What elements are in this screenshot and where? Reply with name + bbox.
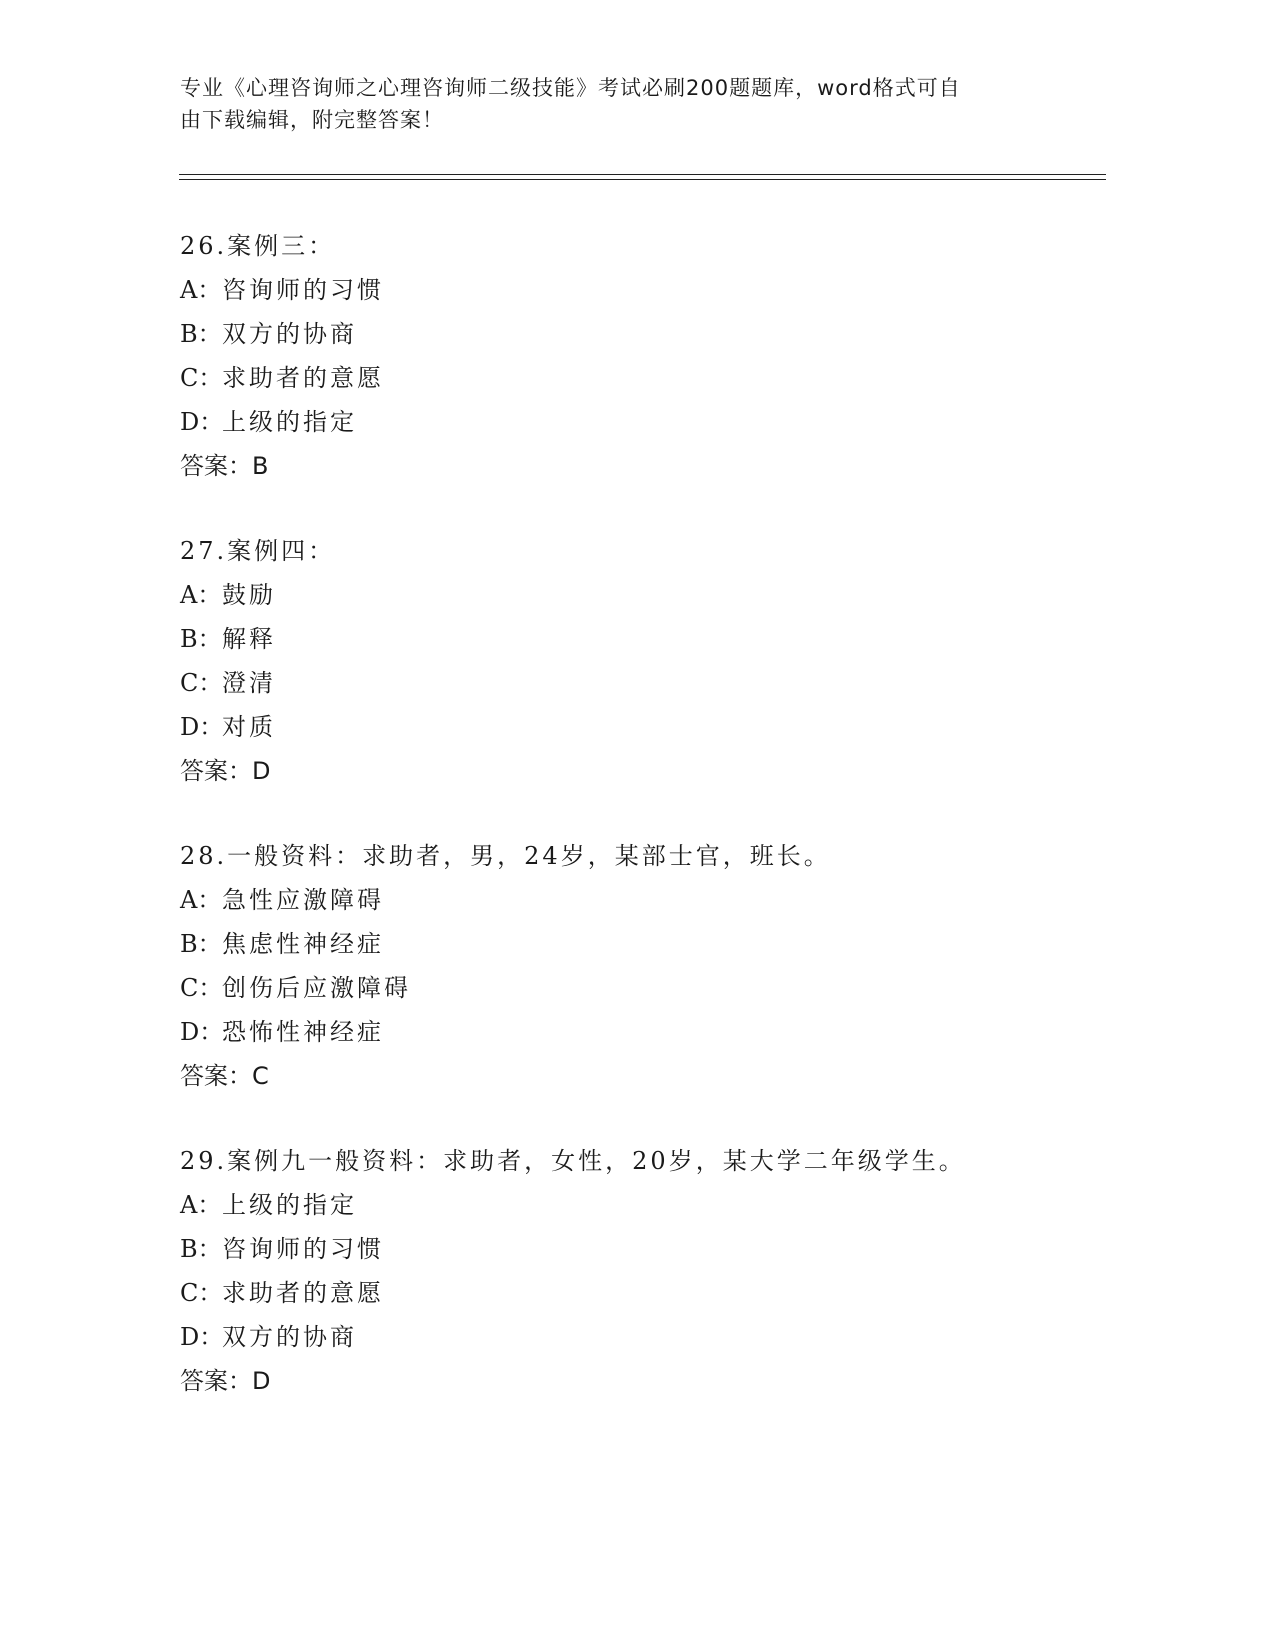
option-b — [180, 617, 1080, 661]
option-key: B： — [180, 625, 222, 653]
option-key: A： — [180, 1191, 222, 1219]
question-27 — [180, 529, 1080, 793]
question-28 — [180, 834, 1080, 1098]
question-title: 28.一般资料：求助者，男，24岁，某部士官，班长。 — [180, 842, 831, 870]
option-key: C： — [180, 1279, 223, 1307]
option-key: D： — [180, 408, 224, 436]
answer: 答案：C — [180, 1062, 269, 1090]
question-title: 27.案例四： — [180, 537, 336, 565]
option-key: C： — [180, 669, 223, 697]
answer: 答案：B — [180, 452, 269, 480]
option-c — [180, 966, 1080, 1010]
option-c — [180, 356, 1080, 400]
option-text: 咨询师的习惯 — [222, 1235, 384, 1263]
option-text: 恐怖性神经症 — [222, 1018, 384, 1046]
option-text: 焦虑性神经症 — [222, 930, 384, 958]
option-b — [180, 922, 1080, 966]
option-key: C： — [180, 974, 223, 1002]
option-text: 求助者的意愿 — [222, 364, 384, 392]
option-key: D： — [180, 1018, 224, 1046]
header-rule-bottom — [179, 179, 1106, 180]
option-c — [180, 661, 1080, 705]
option-text: 急性应激障碍 — [222, 886, 384, 914]
option-text: 上级的指定 — [222, 408, 357, 436]
option-text: 澄清 — [222, 669, 276, 697]
option-d — [180, 1010, 1080, 1054]
answer: 答案：D — [180, 1367, 271, 1395]
option-key: A： — [180, 886, 222, 914]
option-key: A： — [180, 276, 222, 304]
option-a — [180, 268, 1080, 312]
question-29 — [180, 1139, 1080, 1403]
option-a — [180, 878, 1080, 922]
option-key: B： — [180, 930, 222, 958]
option-text: 上级的指定 — [222, 1191, 357, 1219]
question-title: 29.案例九一般资料：求助者，女性，20岁，某大学二年级学生。 — [180, 1147, 966, 1175]
option-b — [180, 312, 1080, 356]
option-text: 双方的协商 — [222, 320, 357, 348]
option-d — [180, 705, 1080, 749]
option-d — [180, 400, 1080, 444]
option-text: 解释 — [222, 625, 276, 653]
document-header — [180, 72, 1040, 136]
option-key: B： — [180, 320, 222, 348]
option-text: 对质 — [222, 713, 276, 741]
option-key: B： — [180, 1235, 222, 1263]
option-text: 求助者的意愿 — [222, 1279, 384, 1307]
option-key: D： — [180, 1323, 224, 1351]
option-d — [180, 1315, 1080, 1359]
option-text: 鼓励 — [222, 581, 276, 609]
option-text: 双方的协商 — [222, 1323, 357, 1351]
option-key: C： — [180, 364, 223, 392]
header-rule-top — [179, 174, 1106, 175]
option-key: A： — [180, 581, 222, 609]
question-26 — [180, 224, 1080, 488]
option-c — [180, 1271, 1080, 1315]
option-text: 创伤后应激障碍 — [222, 974, 411, 1002]
option-a — [180, 1183, 1080, 1227]
answer: 答案：D — [180, 757, 271, 785]
header-line-2: 由下载编辑，附完整答案！ — [180, 108, 444, 132]
header-line-1: 专业《心理咨询师之心理咨询师二级技能》考试必刷200题题库，word格式可自 — [180, 76, 961, 100]
option-b — [180, 1227, 1080, 1271]
question-title: 26.案例三： — [180, 232, 336, 260]
option-a — [180, 573, 1080, 617]
option-key: D： — [180, 713, 224, 741]
option-text: 咨询师的习惯 — [222, 276, 384, 304]
